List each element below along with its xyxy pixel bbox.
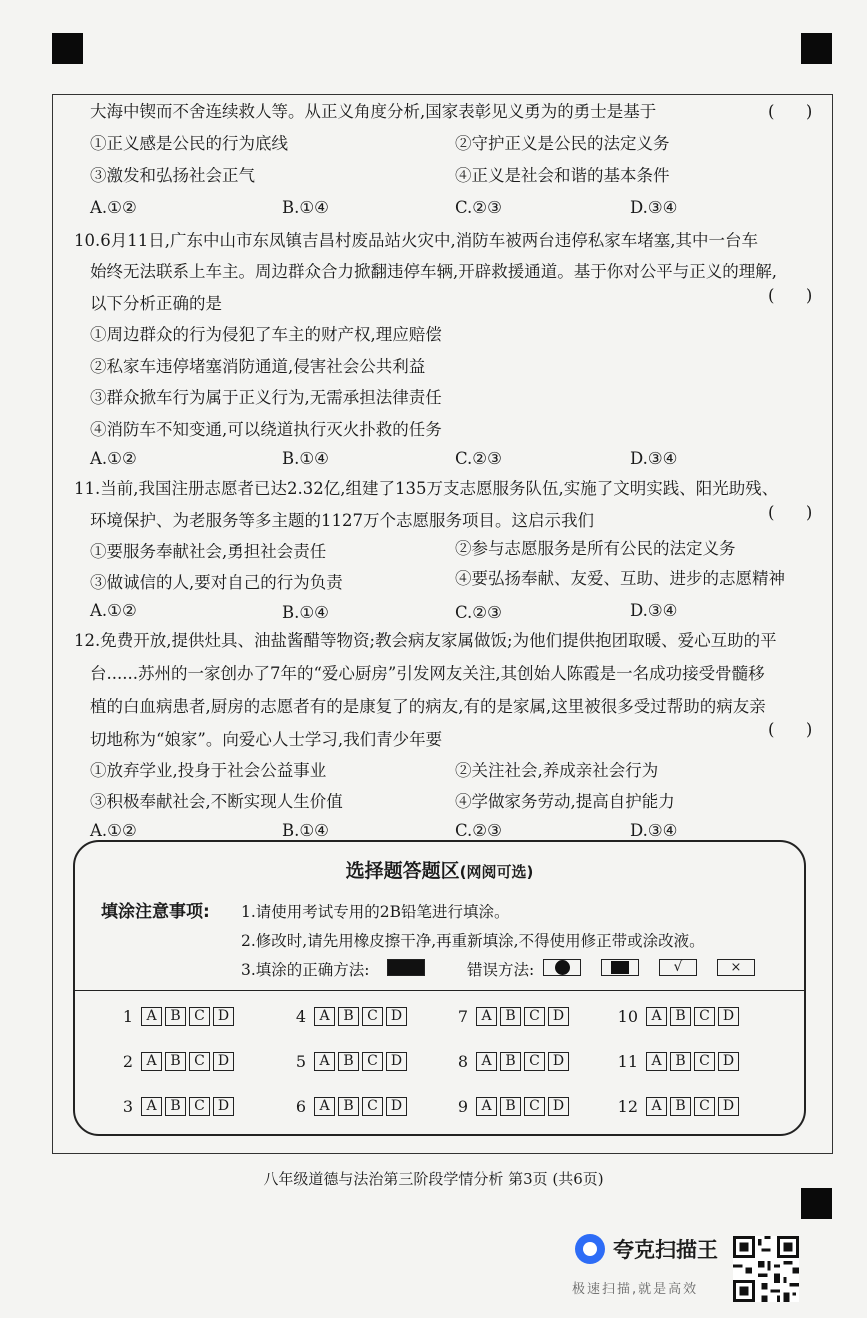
registration-mark-top-right [801, 33, 832, 64]
answer-bubble[interactable]: C [189, 1097, 210, 1116]
answer-bubble[interactable]: C [694, 1097, 715, 1116]
q9-option-3: ③激发和弘扬社会正气 [90, 166, 255, 185]
answer-bubble[interactable]: D [718, 1007, 739, 1026]
q11-option-1: ①要服务奉献社会,勇担社会责任 [90, 542, 327, 561]
answer-area-title-text: 选择题答题区 [345, 860, 460, 882]
question-number: 8 [457, 1052, 468, 1071]
q12-stem-line-1: 12.免费开放,提供灶具、油盐酱醋等物资;教会病友家属做饭;为他们提供抱团取暖、爱心互助的平 [74, 631, 777, 650]
q10-choice-a: A.①② [90, 449, 137, 468]
answer-bubble[interactable]: D [548, 1007, 569, 1026]
answer-row [288, 1052, 410, 1071]
answer-bubble[interactable]: A [646, 1052, 667, 1071]
answer-area-title-note: (网阅可选) [459, 863, 534, 881]
answer-bubble[interactable]: C [524, 1097, 545, 1116]
q12-option-3: ③积极奉献社会,不断实现人生价值 [90, 792, 343, 811]
answer-bubble[interactable]: D [213, 1052, 234, 1071]
brand-name: 夸克扫描王 [613, 1238, 718, 1262]
q11-choice-a: A.①② [90, 601, 137, 620]
q12-choice-d: D.③④ [630, 821, 678, 840]
answer-bubble[interactable]: B [165, 1097, 186, 1116]
q10-option-2: ②私家车违停堵塞消防通道,侵害社会公共利益 [90, 357, 426, 376]
question-number: 3 [122, 1097, 133, 1116]
notes-heading: 填涂注意事项: [101, 902, 210, 922]
answer-bubble[interactable]: B [670, 1052, 691, 1071]
q12-answer-paren: ( ) [768, 720, 813, 739]
answer-bubble[interactable]: A [476, 1097, 497, 1116]
answer-bubble[interactable]: D [213, 1007, 234, 1026]
wrong-sample-cross [717, 959, 755, 976]
q12-option-4: ④学做家务劳动,提高自护能力 [455, 792, 675, 811]
answer-row [612, 1007, 742, 1026]
question-number: 1 [122, 1007, 133, 1026]
answer-row [612, 1097, 742, 1116]
answer-bubble[interactable]: B [338, 1007, 359, 1026]
answer-row [115, 1097, 237, 1116]
q10-stem-line-1: 10.6月11日,广东中山市东凤镇吉昌村废品站火灾中,消防车被两台违停私家车堵塞,其中一台车 [74, 231, 758, 250]
q10-choice-c: C.②③ [455, 449, 502, 468]
q9-option-4: ④正义是社会和谐的基本条件 [455, 166, 670, 185]
answer-row [450, 1052, 572, 1071]
q9-choice-d: D.③④ [630, 198, 678, 217]
q11-stem-line-1: 11.当前,我国注册志愿者已达2.32亿,组建了135万支志愿服务队伍,实施了文明实践、阳光助残、 [74, 479, 779, 498]
correct-fill-sample [387, 959, 425, 976]
q12-choice-c: C.②③ [455, 821, 502, 840]
q11-option-3: ③做诚信的人,要对自己的行为负责 [90, 573, 343, 592]
wrong-sample-circle [543, 959, 581, 976]
note-1: 1.请使用考试专用的2B铅笔进行填涂。 [241, 903, 510, 921]
q9-choice-b: B.①④ [282, 198, 329, 217]
q11-stem-line-2: 环境保护、为老服务等多主题的1127万个志愿服务项目。这启示我们 [90, 511, 594, 530]
q12-stem-line-4: 切地称为“娘家”。向爱心人士学习,我们青少年要 [90, 730, 443, 749]
answer-bubble[interactable]: B [500, 1097, 521, 1116]
q9-answer-paren: ( ) [768, 102, 813, 121]
answer-bubble[interactable]: B [165, 1007, 186, 1026]
note-3: 3.填涂的正确方法: [241, 961, 370, 979]
answer-bubble[interactable]: C [524, 1052, 545, 1071]
question-number: 5 [295, 1052, 306, 1071]
q11-answer-paren: ( ) [768, 503, 813, 522]
answer-bubble[interactable]: C [189, 1007, 210, 1026]
cross-mark-icon: × [730, 960, 742, 975]
q10-stem-line-2: 始终无法联系上车主。周边群众合力掀翻违停车辆,开辟救援通道。基于你对公平与正义的理解, [90, 262, 777, 281]
answer-row [612, 1052, 742, 1071]
answer-bubble[interactable]: A [476, 1007, 497, 1026]
q10-option-1: ①周边群众的行为侵犯了车主的财产权,理应赔偿 [90, 325, 442, 344]
answer-bubble[interactable]: C [362, 1007, 383, 1026]
answer-bubble[interactable]: D [386, 1052, 407, 1071]
q9-choice-a: A.①② [90, 198, 137, 217]
answer-bubble[interactable]: B [670, 1097, 691, 1116]
answer-bubble[interactable]: A [314, 1007, 335, 1026]
answer-bubble[interactable]: A [646, 1097, 667, 1116]
wrong-method-label: 错误方法: [467, 961, 535, 979]
page-footer: 八年级道德与法治第三阶段学情分析 第3页 (共6页) [263, 1170, 604, 1188]
partial-fill-icon [611, 961, 629, 974]
qr-code-icon [733, 1236, 799, 1302]
answer-bubble[interactable]: A [141, 1052, 162, 1071]
answer-bubble[interactable]: B [500, 1052, 521, 1071]
brand-logo-icon [575, 1234, 605, 1264]
question-number: 12 [617, 1097, 638, 1116]
scanner-brand [575, 1234, 718, 1264]
answer-bubble[interactable]: C [189, 1052, 210, 1071]
q9-choice-c: C.②③ [455, 198, 502, 217]
answer-bubble[interactable]: B [338, 1097, 359, 1116]
q10-answer-paren: ( ) [768, 286, 813, 305]
answer-bubble[interactable]: C [694, 1052, 715, 1071]
answer-bubble[interactable]: D [386, 1007, 407, 1026]
q11-option-4: ④要弘扬奉献、友爱、互助、进步的志愿精神 [455, 569, 785, 588]
answer-bubble[interactable]: C [362, 1052, 383, 1071]
answer-bubble[interactable]: B [500, 1007, 521, 1026]
answer-area-title [75, 856, 804, 883]
q12-stem-line-2: 台......苏州的一家创办了7年的“爱心厨房”引发网友关注,其创始人陈霞是一名成功接受骨髓移 [90, 664, 765, 683]
answer-bubble[interactable]: B [165, 1052, 186, 1071]
wrong-sample-partial [601, 959, 639, 976]
answer-bubble[interactable]: D [718, 1097, 739, 1116]
q10-option-4: ④消防车不知变通,可以绕道执行灭火扑救的任务 [90, 420, 442, 439]
answer-bubble[interactable]: A [646, 1007, 667, 1026]
registration-mark-bottom-right [801, 1188, 832, 1219]
answer-bubble[interactable]: A [314, 1052, 335, 1071]
answer-bubble[interactable]: B [338, 1052, 359, 1071]
q12-choice-b: B.①④ [282, 821, 329, 840]
question-number: 11 [617, 1052, 638, 1071]
registration-mark-top-left [52, 33, 83, 64]
answer-bubble[interactable]: A [141, 1097, 162, 1116]
answer-bubble[interactable]: A [314, 1097, 335, 1116]
filled-circle-icon [555, 960, 570, 975]
question-number: 7 [457, 1007, 468, 1026]
q11-choice-d: D.③④ [630, 601, 678, 620]
brand-slogan: 极速扫描,就是高效 [572, 1282, 699, 1297]
answer-bubble[interactable]: C [694, 1007, 715, 1026]
answer-bubble[interactable]: B [670, 1007, 691, 1026]
answer-bubble[interactable]: C [362, 1097, 383, 1116]
answer-bubble[interactable]: A [476, 1052, 497, 1071]
q12-option-2: ②关注社会,养成亲社会行为 [455, 761, 659, 780]
answer-row [450, 1007, 572, 1026]
q12-stem-line-3: 植的白血病患者,厨房的志愿者有的是康复了的病友,有的是家属,这里被很多受过帮助的病友亲 [90, 697, 766, 716]
q10-stem-line-3: 以下分析正确的是 [90, 294, 222, 313]
q9-stem: 大海中锲而不舍连续救人等。从正义角度分析,国家表彰见义勇为的勇士是基于 [90, 102, 657, 121]
question-number: 9 [457, 1097, 468, 1116]
answer-row [288, 1007, 410, 1026]
answer-row [288, 1097, 410, 1116]
q10-option-3: ③群众掀车行为属于正义行为,无需承担法律责任 [90, 388, 442, 407]
question-number: 4 [295, 1007, 306, 1026]
answer-bubble[interactable]: D [386, 1097, 407, 1116]
answer-bubble[interactable]: D [548, 1097, 569, 1116]
answer-row [450, 1097, 572, 1116]
q11-option-2: ②参与志愿服务是所有公民的法定义务 [455, 539, 736, 558]
answer-bubble[interactable]: D [718, 1052, 739, 1071]
q11-choice-b: B.①④ [282, 603, 329, 622]
q10-choice-d: D.③④ [630, 449, 678, 468]
answer-row [115, 1007, 237, 1026]
question-number: 10 [617, 1007, 638, 1026]
question-number: 6 [295, 1097, 306, 1116]
check-mark-icon: √ [673, 959, 683, 975]
question-number: 2 [122, 1052, 133, 1071]
q11-choice-c: C.②③ [455, 603, 502, 622]
note-2: 2.修改时,请先用橡皮擦干净,再重新填涂,不得使用修正带或涂改液。 [241, 932, 705, 950]
answer-bubble[interactable]: C [524, 1007, 545, 1026]
wrong-sample-check [659, 959, 697, 976]
answer-area-divider [75, 990, 804, 991]
q9-option-2: ②守护正义是公民的法定义务 [455, 134, 670, 153]
answer-bubble[interactable]: D [548, 1052, 569, 1071]
answer-bubble[interactable]: A [141, 1007, 162, 1026]
q12-option-1: ①放弃学业,投身于社会公益事业 [90, 761, 327, 780]
answer-row [115, 1052, 237, 1071]
q12-choice-a: A.①② [90, 821, 137, 840]
q10-choice-b: B.①④ [282, 449, 329, 468]
q9-option-1: ①正义感是公民的行为底线 [90, 134, 288, 153]
answer-area [73, 840, 806, 1136]
answer-bubble[interactable]: D [213, 1097, 234, 1116]
